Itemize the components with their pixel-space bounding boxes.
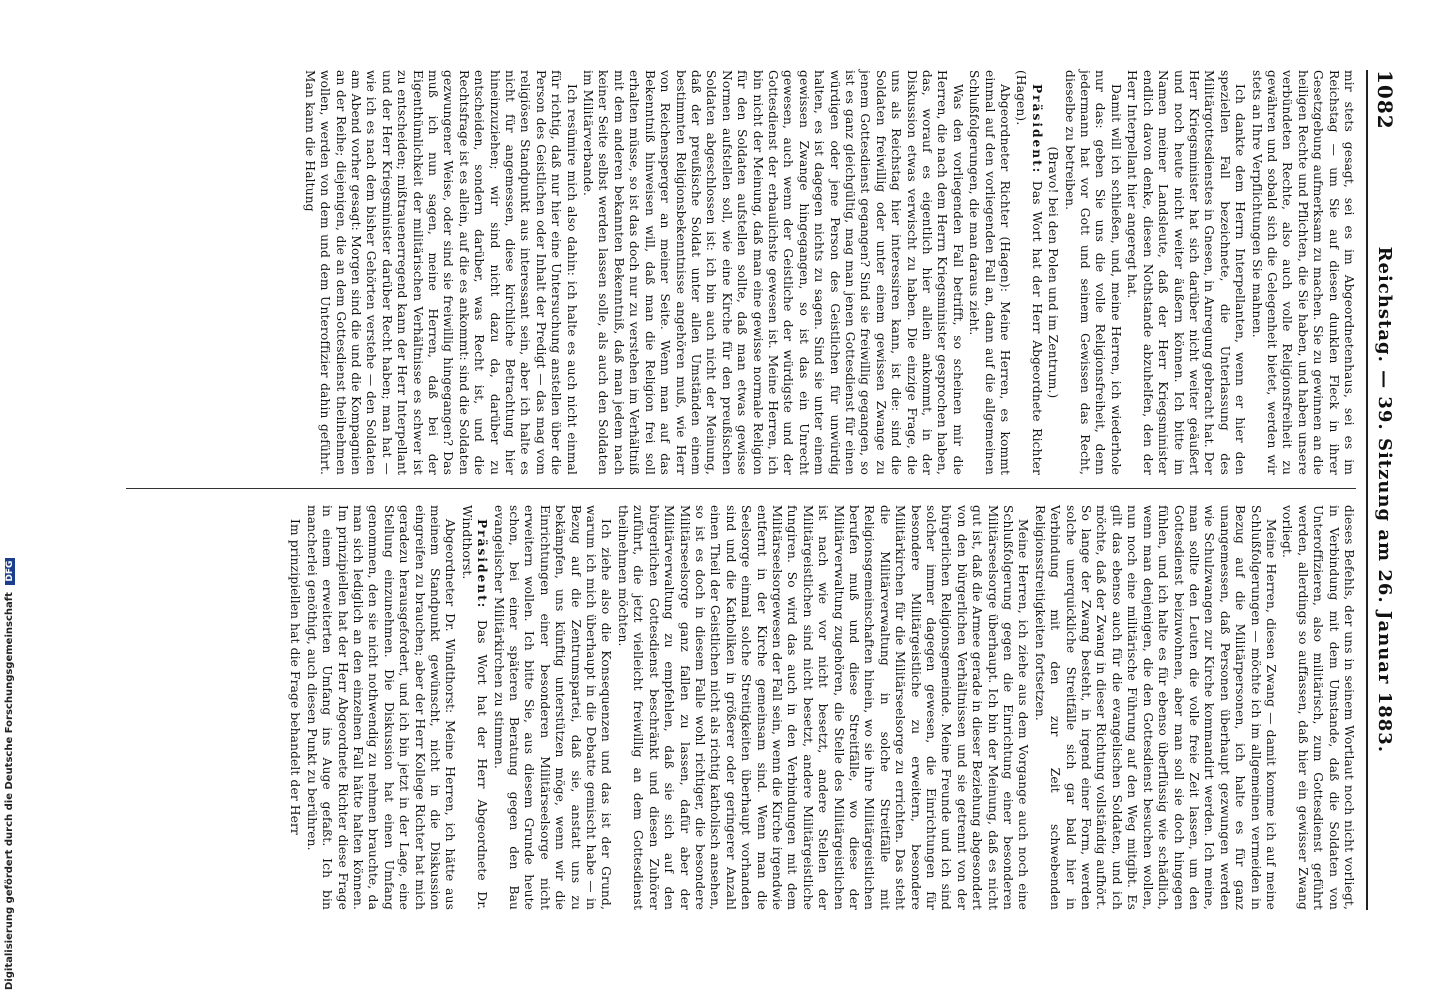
text-paragraph: Ich dankte dem Herrn Interpellanten, wenn er hier den speziellen Fall bezeichnete, die Unterlassung des Militärgottesdienstes in Gnesen, in Anregung gebracht hat. Der Herr Kriegsminister hat sich darüber nicht weiter geäußert und noch heute nicht weiter äußern können. Ich bitte im Namen meiner Landsleute, daß der Herr Kriegsminister endlich davon denke, diesen Nothstande abzuhelfen, den der Herr Interpellant hier angeregt hat. [1125, 70, 1248, 476]
running-title: Reichstag. — 39. Sitzung am 26. Januar 1883. [1374, 246, 1396, 754]
dfg-logo: DFG [5, 558, 15, 585]
text-paragraph: Damit will ich schließen, und, meine Herren, ich wiederhole nur das: geben Sie uns die volle Religionsfreiheit, denn jedermann hat vor Gott und seinem Gewissen das Recht, dieselbe zu betreiben. [1062, 70, 1123, 475]
left-text-column [300, 70, 1356, 475]
document-page [102, 50, 1402, 920]
page-number: 1082 [1373, 70, 1397, 130]
text-paragraph: Meine Herren, ich ziehe aus dem Vorgange auch noch eine Schlußfolgerung gegen die Einrichtung einer besonderen Militärseelsorge überhaupt. Ich bin der Meinung, daß es nicht gut ist, daß die Armee gerade in dieser Beziehung abgesondert von den bürgerlichen Verhältnissen und sie getrennt von der bürgerlichen Religionsgemeinde. Meine Freunde und ich sind solcher immer dagegen gewesen, die Einrichtungen für besondere Militärgeistliche zu erweitern, besondere Militärkirchen für die Militärseelsorge zu errichten. Das steht die Militärverwaltung in solche Streitfälle mit Religionsgemeinschaften hinein, wo sie ihre Militärgeistlichen berufen muß und diese Streitfälle, wo diese der Militärverwaltung zugehören, die Stelle des Militärgeistlichen ist nach wie vor nicht besetzt, andere Stellen der Militärgeistlichen sind nicht besetzt, andere Militärgeistliche fungiren. So wird das auch in den Verbindungen mit dem Militärseelsorgewesen der Fall sein, wenn die Kirche irgendwie entfernt in der Kirche gemeinsam sind. Wenn man die Seelsorge einmal solche Streitigkeiten überhaupt vorhanden sind und die Katholiken in größerer oder geringerer Anzahl einen Theil der Geistlichen nicht als richtig katholisch ansehen, so ist es doch in diesem Falle wohl richtiger, die besondere Militärseelsorge ganz fallen zu lassen, dafür aber der Militärverwaltung zu empfehlen, daß sie sich auf den bürgerlichen Gottesdienst beschränkt und diesen Zuhörer zuführt, die jetzt vielleicht freiwillig an dem Gottesdienst theilnehmen möchten. [615, 505, 1031, 910]
digitization-text: Digitalisierung gefördert durch die Deutsche Forschungsgemeinschaft [4, 592, 15, 990]
speaker-paragraph [458, 505, 489, 910]
column-divider [126, 488, 1356, 489]
text-paragraph: dieses Befehls, der uns in seinem Wortlaut noch nicht vorliegt, in Verbindung mit dem Umstande, daß die Soldaten von Unteroffizieren, also militärisch, zum Gottesdienst geführt werden, allerdings so auffassen, daß hier ein gewisser Zwang vorliegt. [1280, 505, 1356, 910]
text-paragraph: Was den vorliegenden Fall betrifft, so scheinen mir die Herren, die nach dem Herrn Kriegsminister gesprochen haben, das, worauf es eigentlich hier allein ankommt, in der Diskussion etwas verwischt zu haben. Die einzige Frage, die uns als Reichstag hier interessiren kann, ist die: sind die Soldaten freiwillig oder unter einem gewissen Zwange zu jenem Gottesdienst gegangen? Sind sie freiwillig gegangen, so ist es ganz gleichgültig, mag man jenen Gottesdienst für einen würdigen oder jene Person des Geistlichen für unwürdig halten, es ist dagegen nichts zu sagen. Sind sie unter einem gewissen Zwange hingegangen, so ist das ein Unrecht gewesen, auch wenn der Geistliche der würdigste und der Gottesdienst der erbaulichste gewesen ist. Meine Herren, ich bin nicht der Meinung, daß man eine gewisse normale Religion für den Soldaten aufstellen sollte, daß man etwas gewisse Normen aufstellen soll, wie eine Kirche für den preußischen Soldaten abgeschlossen ist: ich bin auch nicht der Meinung, daß der preußische Soldat unter allen Umständen einem bestimmten Religionsbekenntnisse angehören muß, wie Herr von Reichensperger an meiner Seite. Wenn man auf das Bekenntniß hinweisen will, daß man die Religion frei soll erhalten müsse, so ist das doch nur zu verstehen im Verhältniß mit dem anderen bekannten Bekenntniß, daß man jedem nach keiner Seite selbst werden lassen solle, als auch den Soldaten im Militärverbande. [581, 70, 965, 475]
speaker-text: Das Wort hat der Herr Abgeordnete Richter (Hagen). [1014, 70, 1044, 475]
speaker-label: Präsident: [475, 519, 490, 610]
right-text-column [286, 505, 1356, 910]
stage-direction: (Bravo! bei den Polen und im Zentrum.) [1046, 146, 1061, 399]
speaker-paragraph [1013, 70, 1044, 475]
page-header [1366, 70, 1402, 910]
speaker-text: Das Wort hat der Herr Abgeordnete Dr. Windthorst. [459, 505, 490, 910]
text-paragraph: Ich resümire mich also dahin: ich halte es auch nicht einmal für richtig, daß nur hier eine Untersuchung anstellen über die Person des Geistlichen oder Inhalt der Predigt — das mag vom religiösen Standpunkt aus interessant sein, aber ich halte es nicht für angemessen, diese kirchliche Betrachtung hier hineinzuziehen; wir sind nicht dazu da, darüber zu entscheiden, sondern darüber, was Recht ist, und die Rechtsfrage ist es allein, auf die es ankommt: sind die Soldaten gezwungener Weise, oder sind sie freiwillig hingegangen? Das muß ich nun sagen, meine Herren, daß bei der Eigenthümlichkeit der militärischen Verhältnisse es schwer ist zu entscheiden; mißtrauenerregend kann der Herr Interpellant und der Herr Kriegsminister darüber Recht haben; man hat — wie ich es nach dem bisher Gehörten verstehe — den Soldaten am Abend vorher gesagt: Morgen sind die und die Kompagnien an der Reihe; diejenigen, die an dem Gottesdienst theilnehmen wollen, werden von dem und dem Unteroffizier dahin geführt. Man kann die Haltung [302, 70, 579, 475]
digitization-notice [4, 558, 15, 990]
text-paragraph: Ich ziehe also die Konsequenzen und das ist der Grund, warum ich mich überhaupt in die Debatte gemischt habe — in Bezug auf die Zentrumspartei, daß sie, anstatt uns zu bekämpfen, uns künftig unterstützen möge, wenn wir die Einrichtungen einer besonderen Militärseelsorge nicht erweitern wollen. Ich bitte Sie, aus diesem Grunde heute schon, bei einer späteren Beratung gegen den Bau evangelischer Militärkirchen zu stimmen. [491, 505, 614, 910]
text-paragraph: Meine Herren, diesen Zwang — damit komme ich auf meine Schlußfolgerungen — möchte ich im allgemeinen vermeiden in Bezug auf die Militärpersonen, ich halte es für ganz unangemessen, daß Personen überhaupt gezwungen werden wie Schulzwangen zur Kirche kommandirt werden. Ich meine, man sollte den Leuten die volle freie Zeit lassen, um den Gottesdienst beizuwohnen, aber man soll sie doch hingegen fühlen, und ich halte es für ebenso überflüssig wie schädlich, wenn man denjenigen, die den Gottesdienst besuchen wollen, nun noch eine militärische Führung auf den Weg mitgibt. Es gilt das ebenso auch für die evangelischen Soldaten, und ich möchte, daß der Zwang in dieser Richtung vollständig aufhört. So lange der Zwang besteht, in irgend einer Form, werden solche unerquickliche Streitfälle sich gar bald hier in Verbindung mit den zur Zeit schwebenden Religionsstreitigkeiten fortsetzen. [1032, 505, 1278, 910]
text-paragraph: mir stets gesagt, sei es im Abgeordnetenhaus, sei es im Reichstag — um Sie auf diesen dunklen Fleck in ihrer Gesetzgebung aufmerksam zu machen. Sie zu gewinnen an die heiligen Rechte und Pflichten, die Sie haben, und haben unsere verbündeten Rechte, also auch volle Religionsfreiheit zu gewähren und sobald sich die Gelegenheit bietet, werden wir stets an Ihre Verpflichtungen Sie mahnen. [1249, 70, 1356, 475]
footer-strip [0, 0, 22, 1000]
speaker-label: Präsident: [1029, 84, 1044, 175]
text-paragraph: Abgeordneter Richter (Hagen): Meine Herren, es kommt einmal auf den vorliegenden Fall an, dann auf die allgemeinen Schlußfolgerungen, die man daraus zieht. [967, 70, 1013, 475]
text-paragraph: Im prinzipiellen hat die Frage behandelt der Herr [288, 519, 303, 835]
text-paragraph: Abgeordneter Dr. Windthorst: Meine Herren, ich hätte aus meinem Standpunkt gewünscht, nicht in die Diskussion eingreifen zu brauchen; aber der Herr Kollege Richter hat mich geradezu herausgefordert, und ich bin jetzt in der Lage, eine Stellung einzunehmen. Die Diskussion hat einen Umfang genommen, den sie nicht nothwendig zu nehmen brauchte, da man sich lediglich an den einzelnen Fall hätte halten können. Im prinzipiellen hat der Herr Abgeordnete Richter diese Frage in einem erweiterten Umfang ins Auge gefaßt. Ich bin mancherlei genöthigt, auch diesen Punkt zu berühren. [304, 505, 458, 910]
